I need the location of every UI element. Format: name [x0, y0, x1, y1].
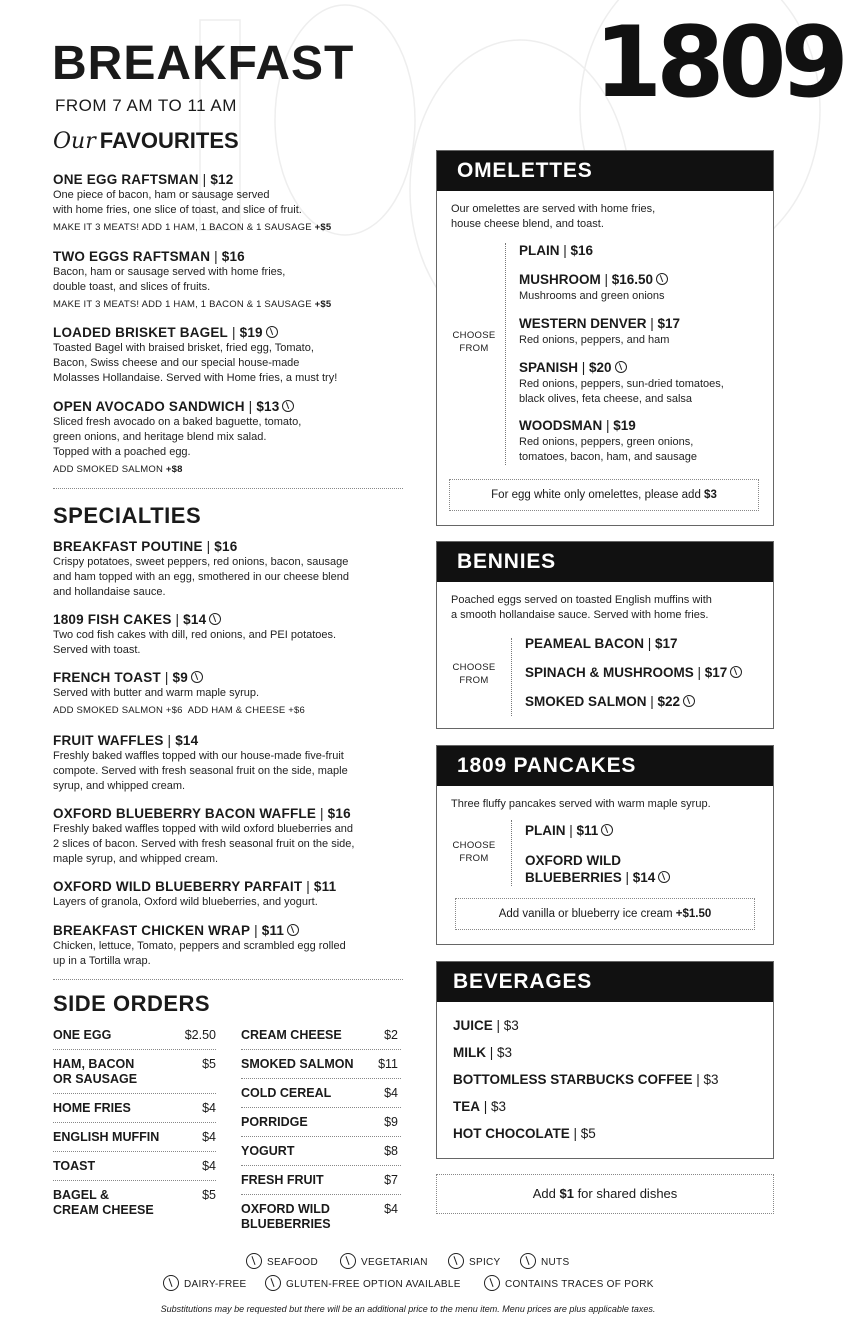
extra-price: +$5: [314, 299, 332, 310]
item-title: FRENCH TOAST: [53, 670, 161, 685]
bennies-option: [525, 665, 742, 680]
pancakes-heading: 1809 PANCAKES: [437, 746, 773, 786]
divider: [53, 979, 403, 980]
item-name: [53, 612, 423, 627]
item-description: One piece of bacon, ham or sausage served with home fries, one slice of toast, and slice of fruit.: [53, 189, 302, 216]
dairy-free-icon: [287, 924, 299, 936]
menu-item: [53, 612, 423, 658]
side-item-price: $11: [378, 1057, 398, 1071]
separator: |: [578, 360, 590, 375]
item-name: [53, 923, 423, 938]
divider: [241, 1107, 401, 1108]
item-title: ONE EGG RAFTSMAN: [53, 172, 199, 187]
separator: |: [559, 243, 571, 258]
seafood-icon: [683, 695, 695, 707]
divider: [53, 1093, 216, 1094]
side-item-name: COLD CEREAL: [241, 1086, 332, 1100]
menu-item: [53, 733, 423, 794]
side-item-price: $7: [384, 1173, 398, 1187]
ice-cream-note: Add vanilla or blueberry ice cream +$1.50: [455, 898, 755, 930]
divider: [241, 1136, 401, 1137]
item-title: BREAKFAST CHICKEN WRAP: [53, 923, 251, 938]
separator: |: [492, 1018, 504, 1033]
legend-label: CONTAINS TRACES OF PORK: [505, 1279, 654, 1290]
bennies-option: [525, 694, 695, 709]
legend-item: [246, 1253, 318, 1269]
item-price: $17: [655, 636, 678, 651]
side-item-price: $4: [384, 1202, 398, 1216]
separator: |: [302, 879, 314, 894]
item-title: SPINACH & MUSHROOMS: [525, 665, 694, 680]
item-price: $16: [214, 539, 238, 554]
divider: [241, 1049, 401, 1050]
item-price: $16: [221, 249, 245, 264]
item-price: $11: [261, 923, 285, 938]
separator: |: [480, 1099, 492, 1114]
beverages-heading: BEVERAGES: [437, 962, 773, 1002]
item-name: [519, 316, 680, 331]
vegetarian-icon: [191, 671, 203, 683]
option-description: Red onions, peppers, sun-dried tomatoes, black olives, feta cheese, and salsa: [519, 378, 724, 405]
item-extra: [53, 222, 418, 233]
menu-item: [53, 539, 423, 600]
legend-item: [340, 1253, 428, 1269]
extra-price: +$8: [165, 464, 183, 475]
legend-label: SEAFOOD: [267, 1257, 318, 1268]
item-title: MUSHROOM: [519, 272, 601, 287]
bennies-intro: Poached eggs served on toasted English muffins with a smooth hollandaise sauce. Served with home fries.: [451, 594, 712, 621]
separator: |: [692, 1072, 704, 1087]
beverage-item: [453, 1099, 506, 1114]
item-name: [525, 852, 670, 886]
legend-label: SPICY: [469, 1257, 501, 1268]
option-description: Red onions, peppers, green onions, tomatoes, bacon, ham, and sausage: [519, 436, 697, 463]
separator: |: [486, 1045, 498, 1060]
egg-white-note: For egg white only omelettes, please add $3: [449, 479, 759, 511]
side-item-name: CREAM CHEESE: [241, 1028, 342, 1042]
item-name: [53, 806, 423, 821]
item-title: TWO EGGS RAFTSMAN: [53, 249, 211, 264]
side-item-name: HOME FRIES: [53, 1101, 131, 1115]
separator: |: [171, 612, 184, 627]
brand-logo: 1809: [594, 6, 843, 120]
choose-from-label: CHOOSE FROM: [452, 662, 496, 686]
separator: |: [198, 172, 211, 187]
item-price: $19: [613, 418, 636, 433]
item-description: Freshly baked waffles topped with our house-made five-fruit compote. Served with fresh seasonal fruit on the side, maple syrup, and whipped cream.: [53, 750, 348, 792]
side-item-name: FRESH FRUIT: [241, 1173, 324, 1187]
item-extra: [53, 464, 418, 475]
divider: [511, 820, 512, 886]
separator: |: [210, 249, 222, 264]
beverage-price: $3: [703, 1072, 719, 1087]
divider: [53, 1122, 216, 1123]
item-name: [53, 879, 423, 894]
item-name: [519, 272, 668, 287]
choose-from-label: CHOOSE FROM: [452, 840, 496, 864]
item-price: $19: [239, 325, 263, 340]
omelettes-heading: OMELETTES: [437, 151, 773, 191]
item-name: [525, 822, 613, 839]
option-description: Mushrooms and green onions: [519, 290, 665, 302]
vegetarian-icon: [730, 666, 742, 678]
side-item-name: YOGURT: [241, 1144, 295, 1158]
vegetarian-icon: [340, 1253, 356, 1269]
shared-dishes-note: Add $1 for shared dishes: [436, 1174, 774, 1214]
item-price: $14: [632, 870, 656, 885]
item-title: SMOKED SALMON: [525, 694, 647, 709]
menu-item: [53, 879, 423, 910]
beverage-item: [453, 1045, 512, 1060]
legend-label: NUTS: [541, 1257, 570, 1268]
item-description: Sliced fresh avocado on a baked baguette, tomato, green onions, and heritage blend mix salad. Topped with a poached egg.: [53, 416, 302, 458]
item-title: LOADED BRISKET BAGEL: [53, 325, 229, 340]
separator: |: [228, 325, 240, 340]
side-item-price: $4: [202, 1130, 216, 1144]
choose-from-label: CHOOSE FROM: [452, 330, 496, 354]
item-name: [53, 399, 418, 414]
item-description: Crispy potatoes, sweet peppers, red onions, bacon, sausage and ham topped with an egg, smothered in our cheese blend and hollandaise sauce.: [53, 556, 349, 598]
item-title: WESTERN DENVER: [519, 316, 647, 331]
item-title: SPANISH: [519, 360, 579, 375]
bennies-option: [525, 636, 678, 651]
item-extra: ADD SMOKED SALMON +$6 ADD HAM & CHEESE +$6: [53, 705, 305, 716]
item-price: $12: [210, 172, 234, 187]
separator: |: [646, 316, 658, 331]
beverage-price: $5: [580, 1126, 596, 1141]
vegetarian-icon: [601, 824, 613, 836]
separator: |: [250, 923, 262, 938]
item-title: BREAKFAST POUTINE: [53, 539, 203, 554]
item-name: [525, 665, 742, 680]
menu-item: [53, 249, 418, 310]
item-description: Layers of granola, Oxford wild blueberries, and yogurt.: [53, 896, 318, 908]
extra-text: MAKE IT 3 MEATS! ADD 1 HAM, 1 BACON & 1 SAUSAGE: [53, 299, 312, 310]
divider: [505, 243, 506, 465]
menu-item: [53, 399, 418, 475]
divider: [241, 1165, 401, 1166]
omelette-option: [519, 272, 668, 304]
side-item-name: ENGLISH MUFFIN: [53, 1130, 160, 1144]
beverage-price: $3: [503, 1018, 519, 1033]
pancakes-box: [436, 745, 774, 945]
side-item-price: $5: [202, 1188, 216, 1202]
side-item-price: $4: [202, 1159, 216, 1173]
omelettes-intro: Our omelettes are served with home fries, house cheese blend, and toast.: [451, 203, 656, 230]
legend-label: VEGETARIAN: [361, 1257, 428, 1268]
legend-item: [484, 1275, 654, 1291]
divider: [241, 1078, 401, 1079]
item-price: $20: [589, 360, 612, 375]
item-title: WOODSMAN: [519, 418, 603, 433]
menu-item: [53, 670, 423, 716]
item-title: OXFORD WILD BLUEBERRY PARFAIT: [53, 879, 303, 894]
vegetarian-icon: [658, 871, 670, 883]
item-name: [53, 325, 418, 340]
seafood-icon: [246, 1253, 262, 1269]
omelette-option: [519, 418, 697, 465]
item-description: Freshly baked waffles topped with wild oxford blueberries and 2 slices of bacon. Served with fresh seasonal fruit on the side, maple syrup, and whipped cream.: [53, 823, 355, 865]
side-item-name: SMOKED SALMON: [241, 1057, 354, 1071]
pork-icon: [484, 1275, 500, 1291]
side-item-price: $9: [384, 1115, 398, 1129]
bennies-heading: BENNIES: [437, 542, 773, 582]
side-item-name: PORRIDGE: [241, 1115, 308, 1129]
side-item-price: $2.50: [184, 1028, 216, 1042]
item-description: Chicken, lettuce, Tomato, peppers and scrambled egg rolled up in a Tortilla wrap.: [53, 940, 346, 967]
item-price: $22: [657, 694, 681, 709]
menu-item: [53, 172, 418, 233]
item-price: $16.50: [611, 272, 654, 287]
item-name: [525, 636, 678, 651]
beverage-price: $3: [497, 1045, 513, 1060]
footer-disclaimer: Substitutions may be requested but there will be an additional price to the menu item. Menu prices are plus applicable taxes.: [160, 1304, 656, 1314]
omelette-option: [519, 360, 724, 407]
item-price: $11: [576, 823, 599, 838]
divider: [241, 1194, 401, 1195]
gluten-free-icon: [265, 1275, 281, 1291]
item-name: [53, 670, 423, 685]
item-price: $17: [657, 316, 681, 331]
divider: [53, 1049, 216, 1050]
item-price: $17: [704, 665, 728, 680]
beverage-item: [453, 1126, 596, 1141]
extra-text: ADD SMOKED SALMON: [53, 464, 164, 475]
item-description: Toasted Bagel with braised brisket, fried egg, Tomato, Bacon, Swiss cheese and our special house-made Molasses Hollandaise. Served with Home fries, a must try!: [53, 342, 338, 384]
item-price: $14: [183, 612, 207, 627]
vegetarian-icon: [656, 273, 668, 285]
menu-item: [53, 806, 423, 867]
beverage-name: MILK: [453, 1045, 486, 1060]
extra-text: MAKE IT 3 MEATS! ADD 1 HAM, 1 BACON & 1 SAUSAGE: [53, 222, 312, 233]
item-price: $11: [313, 879, 337, 894]
side-item-price: $8: [384, 1144, 398, 1158]
item-title: 1809 FISH CAKES: [53, 612, 172, 627]
menu-item: [53, 923, 423, 969]
item-title: FRUIT WAFFLES: [53, 733, 164, 748]
omelette-option: [519, 243, 593, 258]
side-orders-heading: SIDE ORDERS: [53, 991, 211, 1016]
divider: [53, 488, 403, 489]
item-description: Bacon, ham or sausage served with home fries, double toast, and slices of fruits.: [53, 266, 286, 293]
item-price: $16: [570, 243, 594, 258]
item-price: $16: [327, 806, 351, 821]
item-title: PLAIN: [519, 243, 560, 258]
separator: |: [163, 733, 176, 748]
separator: |: [646, 694, 658, 709]
legend-label: GLUTEN-FREE OPTION AVAILABLE: [286, 1279, 461, 1290]
side-item-name: OXFORD WILD BLUEBERRIES: [241, 1202, 331, 1231]
item-title: OXFORD BLUEBERRY BACON WAFFLE: [53, 806, 317, 821]
item-name: [53, 172, 418, 187]
separator: |: [160, 670, 173, 685]
beverage-item: [453, 1072, 719, 1087]
extra-price: +$5: [314, 222, 332, 233]
separator: |: [644, 636, 656, 651]
beverage-name: TEA: [453, 1099, 480, 1114]
item-title: OPEN AVOCADO SANDWICH: [53, 399, 245, 414]
specialties-heading: SPECIALTIES: [53, 503, 202, 528]
separator: |: [569, 1126, 581, 1141]
divider: [511, 638, 512, 716]
vegetarian-icon: [282, 400, 294, 412]
item-price: $9: [172, 670, 188, 685]
bennies-box: [436, 541, 774, 729]
item-name: [53, 249, 418, 264]
side-item-price: $4: [202, 1101, 216, 1115]
side-item-price: $4: [384, 1086, 398, 1100]
item-name: [53, 733, 423, 748]
legend-item: [163, 1275, 246, 1291]
separator: |: [565, 823, 577, 838]
beverage-item: [453, 1018, 519, 1033]
legend-item: [520, 1253, 569, 1269]
beverage-price: $3: [491, 1099, 507, 1114]
vegetarian-icon: [615, 361, 627, 373]
page-title: BREAKFAST: [52, 37, 355, 90]
pancake-option: [525, 822, 613, 839]
legend-item: [265, 1275, 461, 1291]
separator: |: [621, 870, 633, 885]
item-description: Served with butter and warm maple syrup.: [53, 687, 260, 699]
item-name: [525, 694, 695, 709]
hours-text: FROM 7 AM TO 11 AM: [55, 96, 237, 115]
side-item-price: $2: [384, 1028, 398, 1042]
separator: |: [244, 399, 257, 414]
pork-icon: [266, 326, 278, 338]
beverage-name: JUICE: [453, 1018, 493, 1033]
side-item-name: TOAST: [53, 1159, 96, 1173]
side-item-price: $5: [202, 1057, 216, 1071]
separator: |: [600, 272, 612, 287]
item-extra: [53, 299, 418, 310]
side-item-name: HAM, BACON OR SAUSAGE: [53, 1057, 138, 1086]
pancake-option: [525, 852, 670, 886]
item-description: Two cod fish cakes with dill, red onions, and PEI potatoes. Served with toast.: [53, 629, 337, 656]
item-name: [519, 243, 593, 258]
spicy-icon: [448, 1253, 464, 1269]
divider: [53, 1180, 216, 1181]
dairy-free-icon: [163, 1275, 179, 1291]
legend-item: [448, 1253, 501, 1269]
item-price: $14: [175, 733, 199, 748]
item-name: [519, 360, 724, 375]
divider: [53, 1151, 216, 1152]
omelette-option: [519, 316, 680, 348]
separator: |: [602, 418, 614, 433]
side-item-name: BAGEL & CREAM CHEESE: [53, 1188, 154, 1217]
favourites-script: Our: [53, 129, 96, 154]
separator: |: [202, 539, 215, 554]
seafood-icon: [209, 613, 221, 625]
pancakes-intro: Three fluffy pancakes served with warm maple syrup.: [451, 798, 711, 810]
item-name: [519, 418, 697, 433]
nuts-icon: [520, 1253, 536, 1269]
item-title: PEAMEAL BACON: [525, 636, 645, 651]
option-description: Red onions, peppers, and ham: [519, 334, 670, 346]
beverage-name: BOTTOMLESS STARBUCKS COFFEE: [453, 1072, 693, 1087]
menu-item: [53, 325, 418, 386]
separator: |: [693, 665, 705, 680]
favourites-heading: Our FAVOURITES: [53, 128, 239, 154]
legend-label: DAIRY-FREE: [184, 1279, 247, 1290]
separator: |: [316, 806, 328, 821]
omelettes-box: [436, 150, 774, 526]
item-title: OXFORD WILD BLUEBERRIES: [525, 853, 622, 885]
item-name: [53, 539, 423, 554]
item-price: $13: [256, 399, 280, 414]
beverage-name: HOT CHOCOLATE: [453, 1126, 570, 1141]
side-item-name: ONE EGG: [53, 1028, 112, 1042]
item-title: PLAIN: [525, 823, 566, 838]
